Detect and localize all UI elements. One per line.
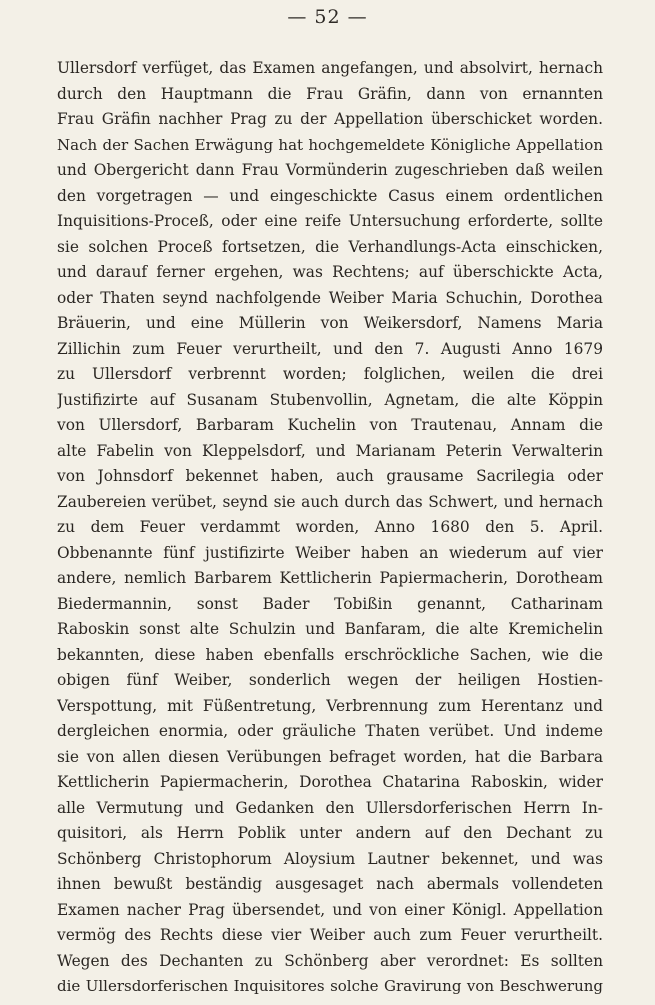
text-line: obigen fünf Weiber, sonderlich wegen der heiligen Hostien- xyxy=(57,671,603,689)
text-line: zu dem Feuer verdammt worden, Anno 1680 den 5. April. xyxy=(57,518,603,536)
text-line: Zaubereien verübet, seynd sie auch durch das Schwert, und hernach xyxy=(57,492,603,511)
text-line: Verspottung, mit Füßentretung, Verbrennung zum Herentanz und xyxy=(57,696,603,715)
text-line: Justifizirte auf Susanam Stubenvollin, Agnetam, die alte Köppin xyxy=(57,390,603,409)
text-line: Bräuerin, und eine Müllerin von Weikersdorf, Namens Maria xyxy=(57,314,603,332)
text-line: durch den Hauptmann die Frau Gräfin, dann von ernannten xyxy=(57,84,603,103)
text-line: vermög des Rechts diese vier Weiber auch zum Feuer verurtheilt. xyxy=(57,926,603,944)
text-line: Ullersdorf verfüget, das Examen angefangen, und absolvirt, hernach xyxy=(57,59,603,77)
text-line: und Obergericht dann Frau Vormünderin zugeschrieben daß weilen xyxy=(57,161,603,179)
text-line: sie von allen diesen Verübungen befraget worden, hat die Barbara xyxy=(57,747,603,766)
text-line: Examen nacher Prag übersendet, und von einer Königl. Appellation xyxy=(57,900,603,919)
text-line: Biedermannin, sonst Bader Tobißin genannt, Catharinam xyxy=(57,594,603,613)
text-line: alle Vermutung und Gedanken den Ullersdorferischen Herrn In- xyxy=(57,798,603,817)
text-line: Wegen des Dechanten zu Schönberg aber verordnet: Es sollten xyxy=(57,951,603,970)
page-number: — 52 — xyxy=(287,6,368,28)
body-text xyxy=(57,56,603,1000)
text-line: Frau Gräfin nachher Prag zu der Appellation überschicket worden. xyxy=(57,110,603,128)
text-line: dergleichen enormia, oder gräuliche Thaten verübet. Und indeme xyxy=(57,722,603,740)
text-line: von Ullersdorf, Barbaram Kuchelin von Trautenau, Annam die xyxy=(57,416,603,434)
text-line: Schönberg Christophorum Aloysium Lautner bekennet, und was xyxy=(57,849,603,868)
text-line: Raboskin sonst alte Schulzin und Banfaram, die alte Kremichelin xyxy=(57,620,603,638)
text-line: Obbenannte fünf justifizirte Weiber haben an wiederum auf vier xyxy=(57,543,603,562)
text-line: alte Fabelin von Kleppelsdorf, und Marianam Peterin Verwalterin xyxy=(57,441,603,460)
text-line: quisitori, als Herrn Poblik unter andern auf den Dechant zu xyxy=(57,824,603,842)
text-line: ihnen bewußt beständig ausgesaget nach abermals vollendeten xyxy=(57,875,603,893)
text-line: die Ullersdorferischen Inquisitores solche Gravirung von Beschwerung xyxy=(57,977,603,995)
text-line: und darauf ferner ergehen, was Rechtens; auf überschickte Acta, xyxy=(57,263,603,281)
text-line: zu Ullersdorf verbrennt worden; folglichen, weilen die drei xyxy=(57,365,603,383)
text-line: andere, nemlich Barbarem Kettlicherin Papiermacherin, Dorotheam xyxy=(57,569,603,587)
text-line: den vorgetragen — und eingeschickte Casus einem ordentlichen xyxy=(57,186,603,205)
text-line: Kettlicherin Papiermacherin, Dorothea Chatarina Raboskin, wider xyxy=(57,773,603,791)
text-line: Inquisitions-Proceß, oder eine reife Untersuchung erforderte, sollte xyxy=(57,212,603,230)
text-line: Zillichin zum Feuer verurtheilt, und den 7. Augusti Anno 1679 xyxy=(57,339,603,358)
text-line: Nach der Sachen Erwägung hat hochgemeldete Königliche Appellation xyxy=(57,135,603,154)
text-line: von Johnsdorf bekennet haben, auch grausame Sacrilegia oder xyxy=(57,467,603,485)
text-line: oder Thaten seynd nachfolgende Weiber Maria Schuchin, Dorothea xyxy=(57,288,603,307)
text-line: sie solchen Proceß fortsetzen, die Verhandlungs-Acta einschicken, xyxy=(57,237,603,256)
text-line: bekannten, diese haben ebenfalls erschröckliche Sachen, wie die xyxy=(57,645,603,664)
